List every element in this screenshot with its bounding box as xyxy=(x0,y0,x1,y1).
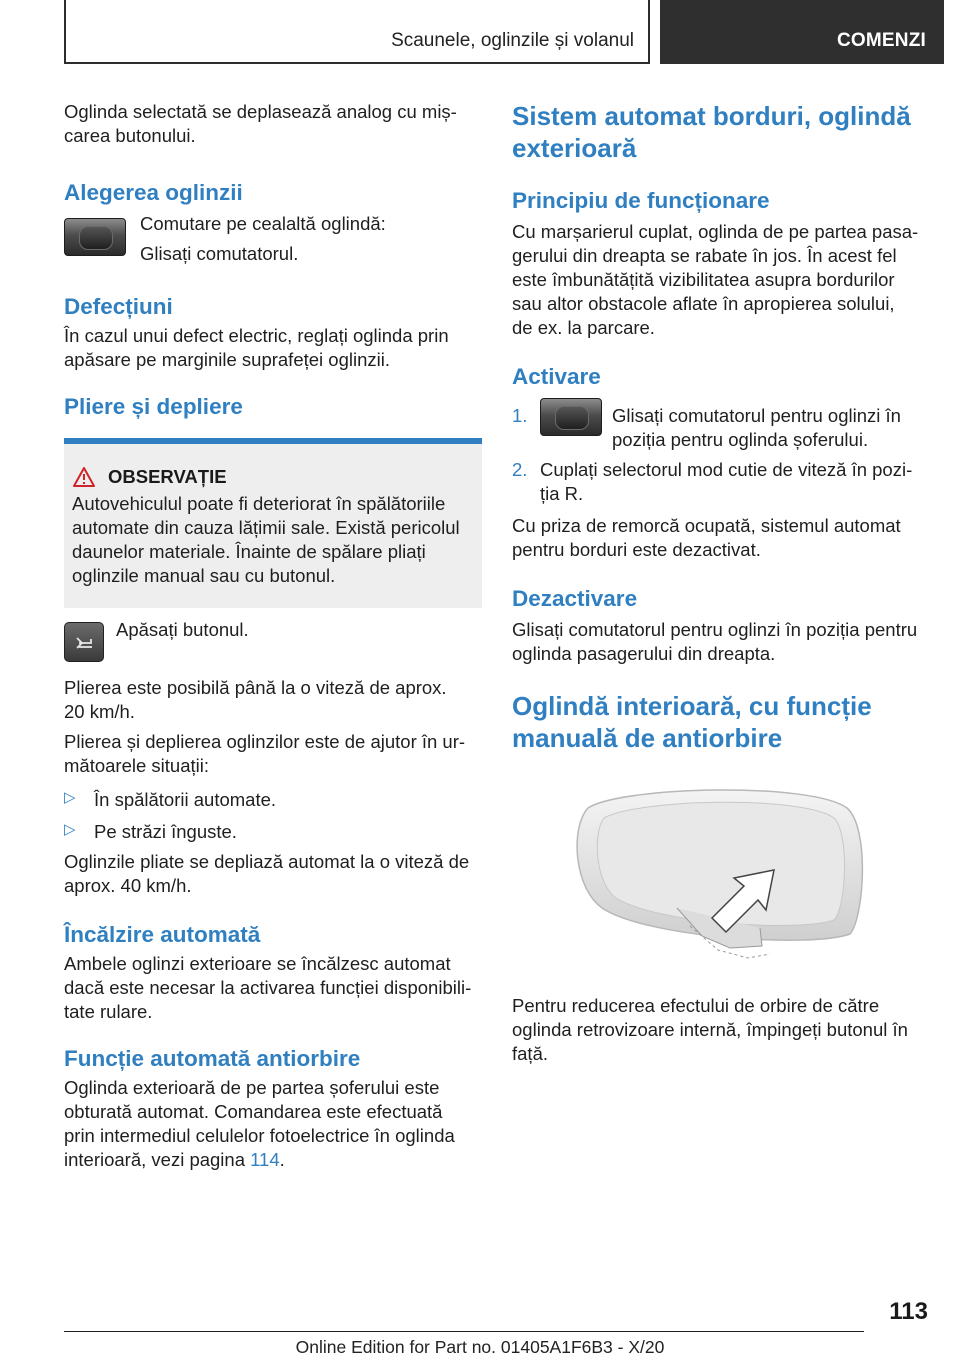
select-heading: Alegerea oglinzii xyxy=(64,180,243,205)
triangle-bullet-icon: ▷ xyxy=(64,821,76,838)
chapter-title: Scaunele, oglinzile și volanul xyxy=(391,30,634,51)
principle-text: Cu marșarierul cuplat, oglinda de pe partea pasa- gerului din dreapta se rabate în jos. În acest fel este îmbunătățită vizibilitatea asupra bordurilor sau altor obstacole aflate în apropierea solului, de ex. la parcare. xyxy=(512,221,919,338)
interior-heading: Oglindă interioară, cu funcție manuală de antiorbire xyxy=(512,691,872,753)
deactivation-heading: Dezactivare xyxy=(512,586,638,611)
defects-heading: Defecțiuni xyxy=(64,294,173,319)
trailer-text: Cu priza de remorcă ocupată, sistemul automat pentru borduri este dezactivat. xyxy=(512,515,901,560)
triangle-bullet-icon: ▷ xyxy=(64,789,76,806)
activation-heading: Activare xyxy=(512,364,601,389)
bullet-text: Pe străzi înguste. xyxy=(94,821,237,842)
left-column xyxy=(64,100,482,1172)
rearview-mirror-image xyxy=(512,768,930,978)
bullet-text: În spălătorii automate. xyxy=(94,789,277,810)
warning-triangle-icon xyxy=(72,466,96,488)
defects-text: În cazul unui defect electric, reglați oglinda prin apăsare pe marginile suprafeței oglinzii. xyxy=(64,325,449,370)
step-number: 2. xyxy=(512,459,528,480)
press-button-text: Apăsați butonul. xyxy=(116,619,249,640)
note-label: OBSERVAȚIE xyxy=(108,466,227,487)
step-text: Glisați comutatorul pentru oglinzi în poziția pentru oglinda șoferului. xyxy=(612,405,901,450)
header-box xyxy=(64,0,650,64)
mirror-switch-icon xyxy=(64,218,126,256)
select-line2: Glisați comutatorul. xyxy=(140,243,299,264)
antiglare-heading: Funcție automată antiorbire xyxy=(64,1046,361,1071)
curb-heading: Sistem automat borduri, oglindă exterioară xyxy=(512,101,911,163)
unfold-auto-text: Oglinzile pliate se depliază automat la o viteză de aprox. 40 km/h. xyxy=(64,851,470,896)
select-line1: Comutare pe cealaltă oglindă: xyxy=(140,213,386,234)
chapter-tab[interactable] xyxy=(660,0,944,64)
page-link[interactable]: 114 xyxy=(250,1149,280,1170)
footer-divider xyxy=(64,1331,864,1332)
step-item xyxy=(512,458,930,506)
list-item xyxy=(64,820,482,844)
heating-text: Ambele oglinzi exterioare se încălzesc automat dacă este necesar la activarea funcției disponibili- tate rulare. xyxy=(64,953,472,1022)
step-item xyxy=(512,404,930,452)
mirror-switch-icon xyxy=(540,398,602,436)
fold-heading: Pliere și depliere xyxy=(64,394,243,419)
fold-useful-text: Plierea și deplierea oglinzilor este de ajutor în ur- mătoarele situații: xyxy=(64,731,466,776)
antiglare-text: Oglinda exterioară de pe partea șoferului este obturată automat. Comandarea este efectuată prin intermediul celulelor fotoelectrice în oglinda interioară, vezi pagina 114. xyxy=(64,1077,455,1170)
step-number: 1. xyxy=(512,405,528,426)
fold-speed-text: Plierea este posibilă până la o viteză de aprox. 20 km/h. xyxy=(64,677,447,722)
list-item xyxy=(64,788,482,812)
interior-text: Pentru reducerea efectului de orbire de către oglinda retrovizoare internă, împingeți butonul în față. xyxy=(512,995,908,1064)
footer-edition: Online Edition for Part no. 01405A1F6B3 - X/20 xyxy=(295,1337,665,1357)
warning-note xyxy=(64,438,482,608)
principle-heading: Principiu de funcționare xyxy=(512,188,770,213)
heating-heading: Încălzire automată xyxy=(64,922,261,947)
fold-mirror-button-icon xyxy=(64,622,104,662)
note-text: Autovehiculul poate fi deteriorat în spălătoriile automate din cauza lățimii sale. Există pericolul daunelor materiale. Înainte de spălare pliați oglinzile manual sau cu butonul. xyxy=(72,493,460,586)
right-column xyxy=(512,100,930,1066)
intro-text: Oglinda selectată se deplasează analog cu miș- carea butonului. xyxy=(64,101,457,146)
deactivation-text: Glisați comutatorul pentru oglinzi în poziția pentru oglinda pasagerului din dreapta. xyxy=(512,619,918,664)
page-number: 113 xyxy=(889,1298,928,1325)
step-text: Cuplați selectorul mod cutie de viteză în pozi- ția R. xyxy=(540,459,913,504)
chapter-tab-label: COMENZI xyxy=(836,30,926,51)
